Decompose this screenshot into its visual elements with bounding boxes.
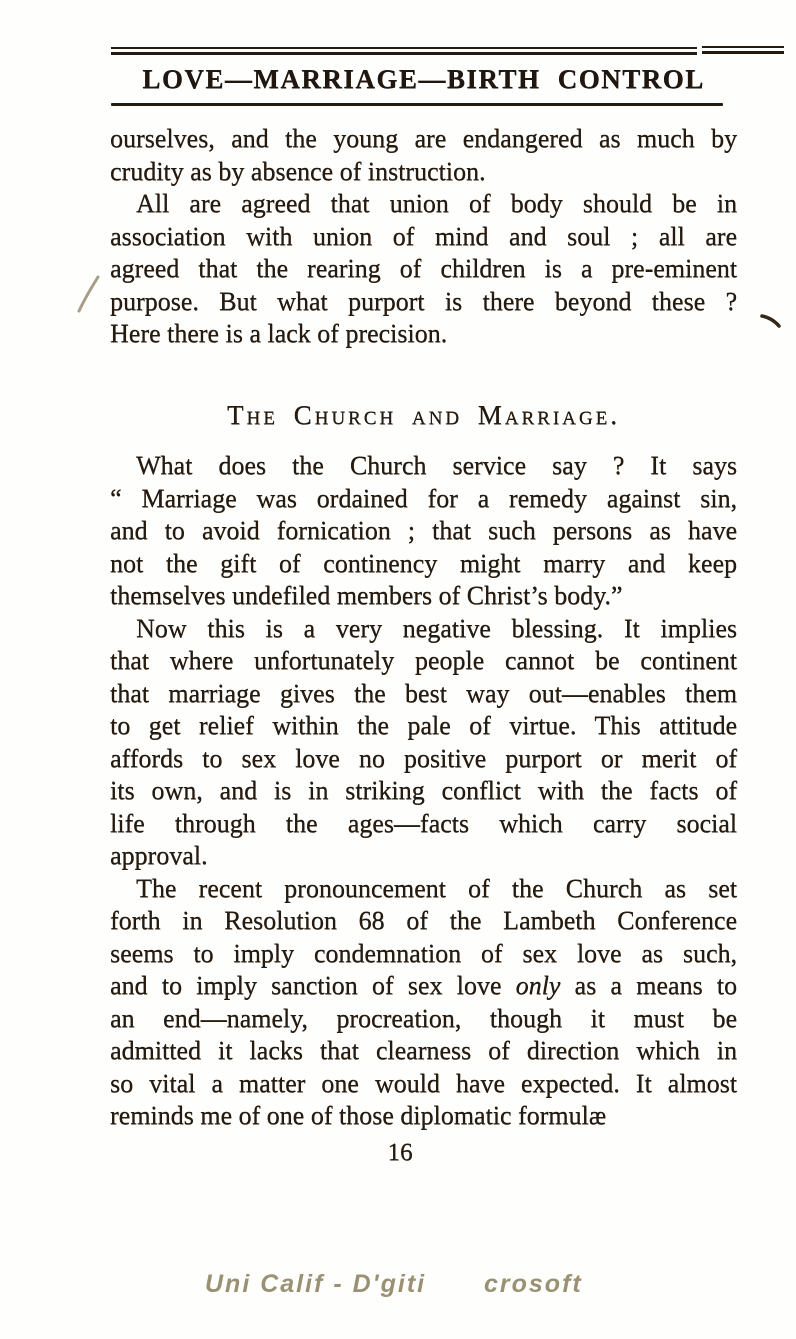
text-line: forth in Resolution 68 of the Lambeth Conference: [110, 906, 737, 935]
text-body: [110, 123, 737, 1133]
text-line: its own, and is in striking conflict with the facts of: [110, 776, 737, 805]
left-margin-pen-mark: [79, 277, 98, 311]
text-line: approval.: [110, 841, 208, 870]
watermark-right-fragment: crosoft: [484, 1270, 583, 1298]
text-line: an end—namely, procreation, though it must be: [110, 1003, 737, 1033]
text-line: and to avoid fornication ; that such persons as have: [110, 516, 737, 545]
right-margin-pen-mark: [762, 316, 779, 326]
text-line: affords to sex love no positive purport or merit of: [110, 743, 737, 773]
text-line: and to imply sanction of sex love only as a means to: [110, 971, 737, 1000]
text-line: “ Marriage was ordained for a remedy against sin,: [110, 483, 737, 513]
watermark: [0, 1270, 796, 1310]
text-line: agreed that the rearing of children is a pre-eminent: [110, 254, 737, 283]
text-line: reminds me of one of those diplomatic formulæ: [110, 1101, 607, 1130]
text-line: Here there is a lack of precision.: [110, 319, 448, 348]
text-line: not the gift of continency might marry and keep: [110, 548, 737, 578]
text-line: to get relief within the pale of virtue. This attitude: [110, 711, 737, 740]
text-line: admitted it lacks that clearness of direction which in: [110, 1036, 737, 1065]
text-line: seems to imply condemnation of sex love as such,: [110, 938, 737, 968]
text-line: All are agreed that union of body should be in: [136, 189, 737, 218]
text-line: What does the Church service say ? It says: [136, 451, 737, 480]
text-line: crudity as by absence of instruction.: [110, 156, 486, 186]
title-underline-rule: [111, 103, 723, 106]
text-line: purpose. But what purport is there beyond these ?: [110, 286, 737, 316]
text-line: that marriage gives the best way out—enables them: [110, 678, 737, 708]
top-rule-right-fragment: [702, 46, 784, 54]
page-number: 16: [387, 1139, 413, 1166]
text-line: association with union of mind and soul ; all are: [110, 221, 737, 251]
section-heading: The Church and Marriage.: [227, 399, 620, 430]
running-title: LOVE—MARRIAGE—BIRTH CONTROL: [142, 64, 705, 94]
watermark-left-fragment: Uni Calif - D'giti: [205, 1270, 427, 1298]
text-line: that where unfortunately people cannot be continent: [110, 646, 737, 675]
text-line: themselves undefiled members of Christ’s body.”: [110, 581, 623, 610]
text-line: The recent pronouncement of the Church as set: [136, 873, 737, 903]
text-line: so vital a matter one would have expected. It almost: [110, 1068, 737, 1098]
text-line: Now this is a very negative blessing. It implies: [136, 613, 737, 643]
text-line: life through the ages—facts which carry social: [110, 808, 737, 838]
text-line: ourselves, and the young are endangered as much by: [110, 124, 737, 153]
top-rule-main: [111, 47, 697, 55]
